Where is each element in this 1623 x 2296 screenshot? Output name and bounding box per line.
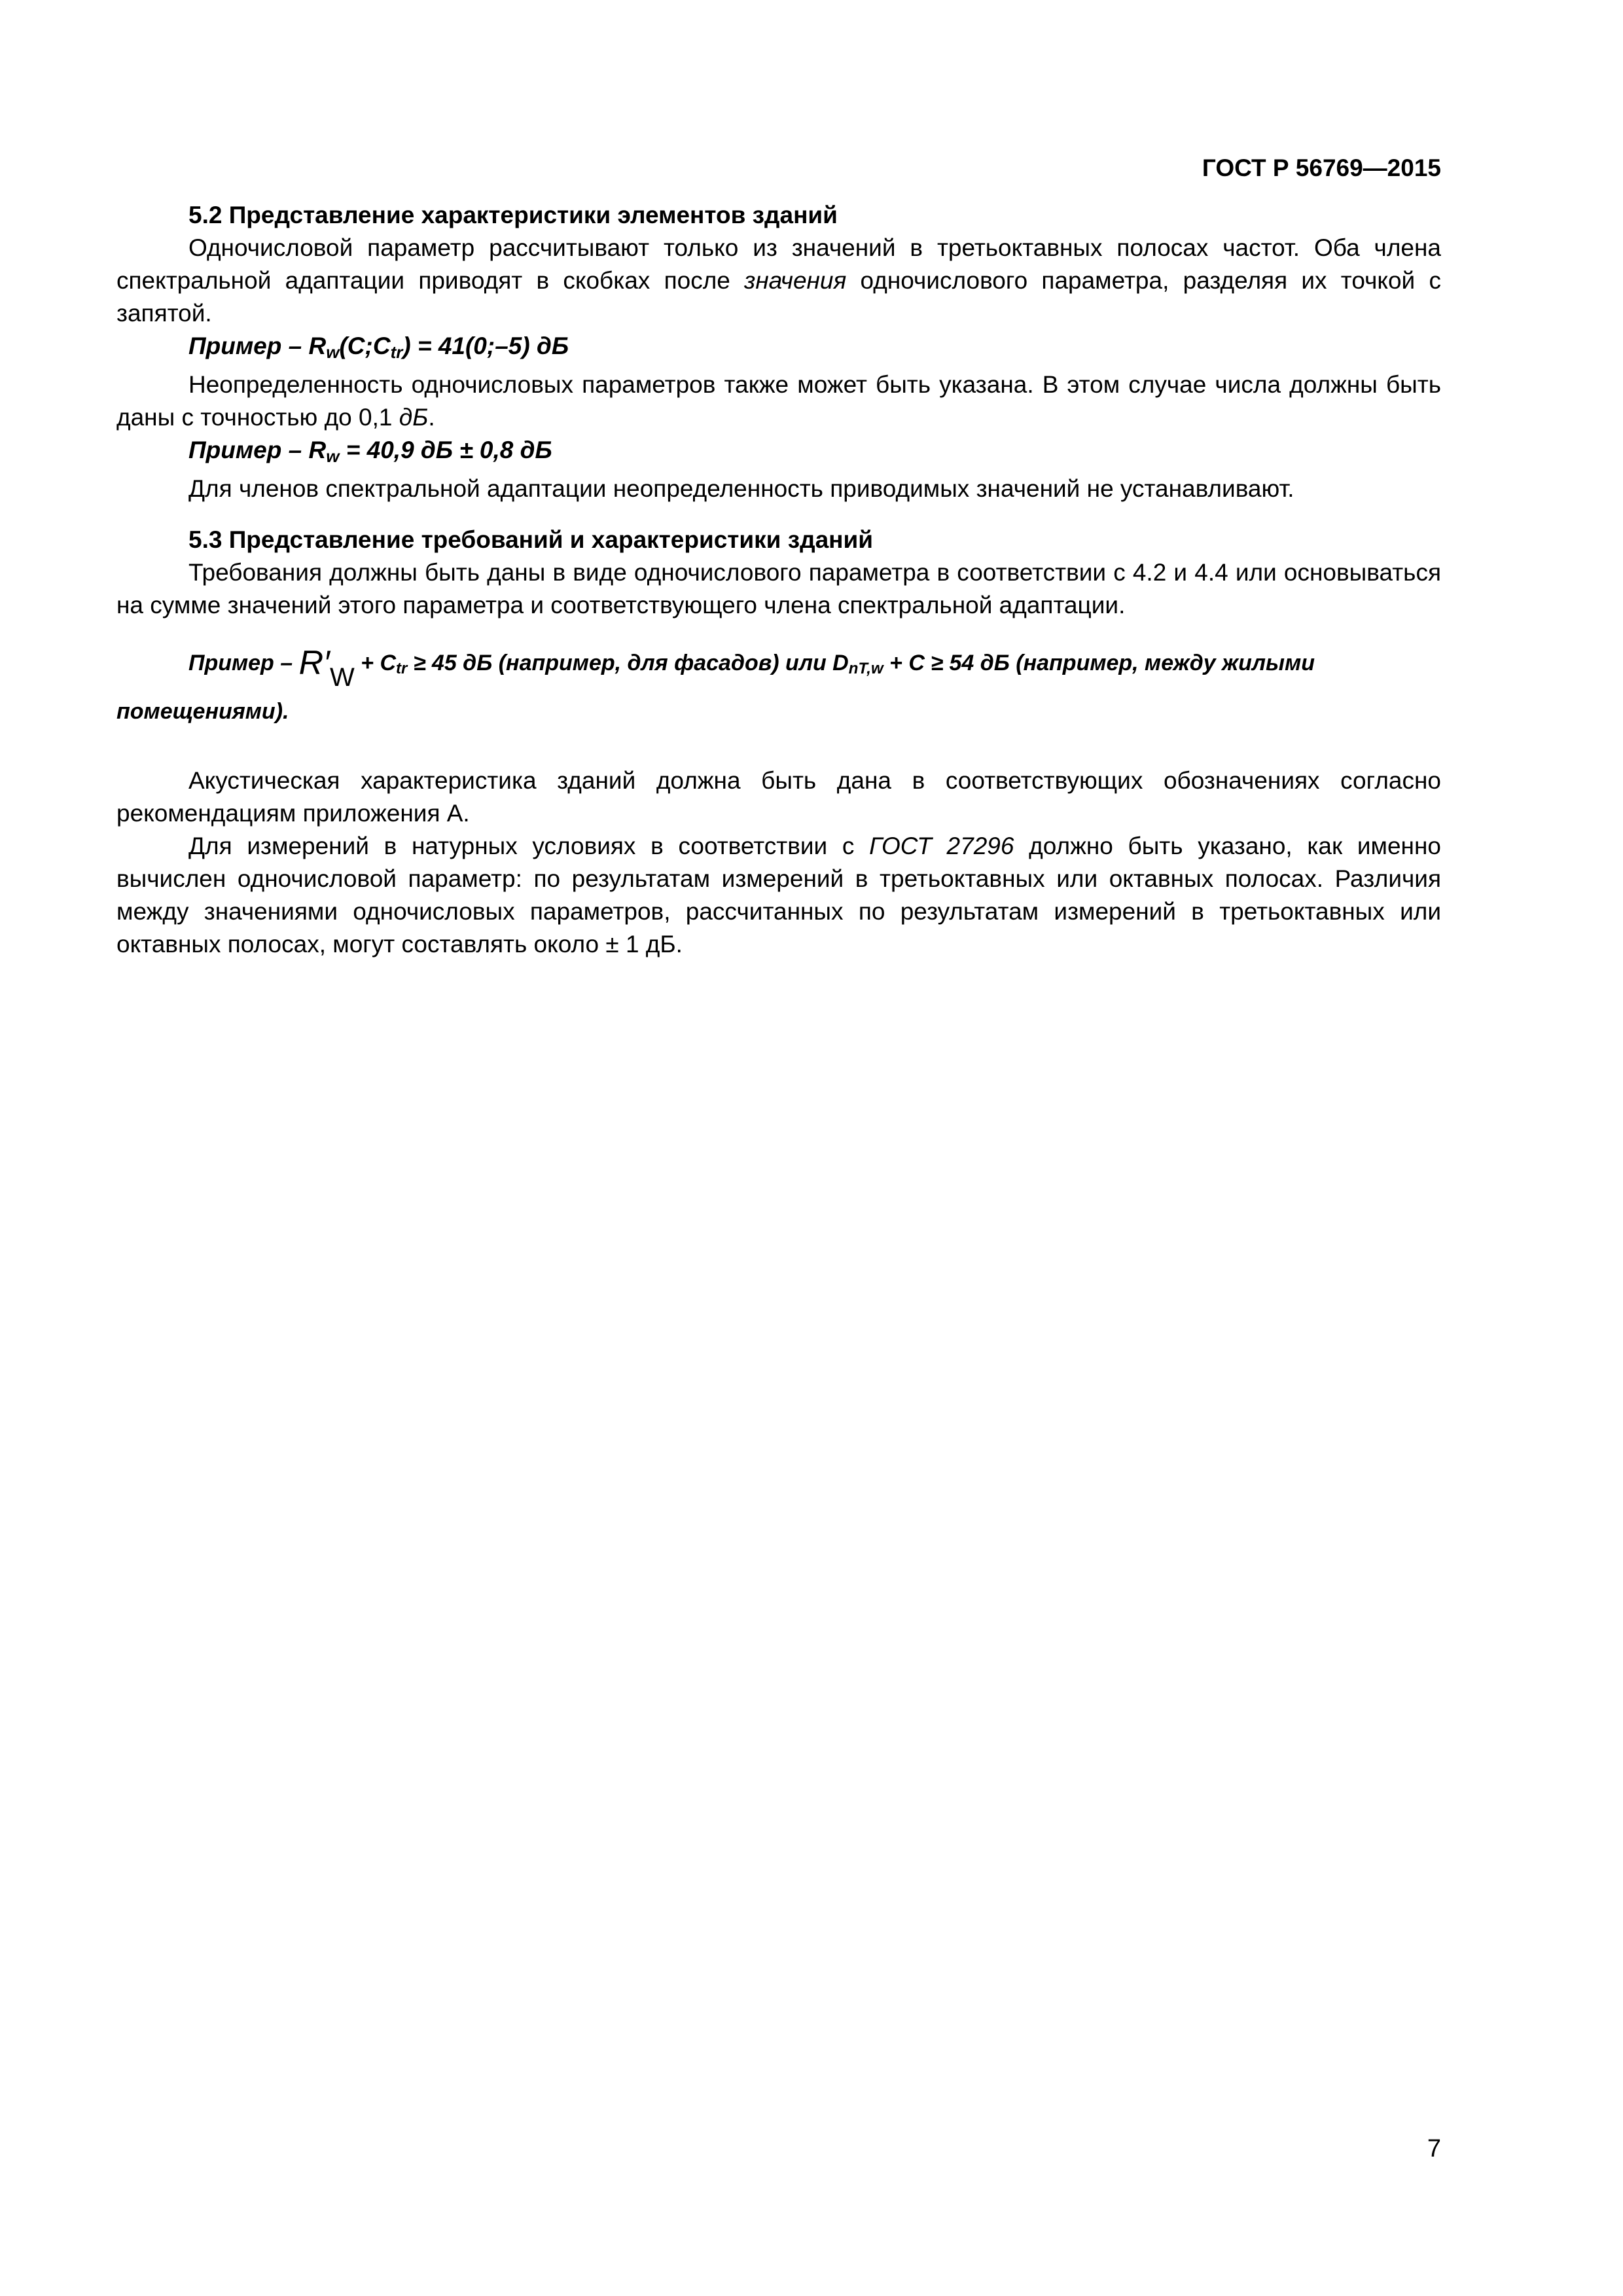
text-run: Пример – [188,651,299,675]
emphasis-text: дБ [399,404,429,431]
document-body [116,199,1441,961]
example-3-continuation: помещениями). [116,699,289,724]
subscript: W [329,663,355,692]
page-number: 7 [1427,2135,1441,2162]
section-5-2-paragraph-3: Для членов спектральной адаптации неопределенность приводимых значений не устанавливают. [188,475,1294,502]
spacer [116,622,1441,640]
emphasis-text: ГОСТ 27296 [869,833,1014,859]
example-3 [116,640,1441,692]
spacer [116,505,1441,524]
subscript: tr [390,342,403,362]
emphasis-text: значения [744,267,847,294]
text-run: Неопределенность одночисловых параметров также может быть указана. В этом случае числа должны быть даны с точностью до 0,1 [116,371,1441,431]
text-run: ≥ 45 дБ (например, для фасадов) или D [407,651,849,675]
subscript: w [326,446,340,466]
subscript: nT,w [848,660,883,677]
subscript: tr [396,660,408,677]
text-run: ) = 41(0;–5) дБ [402,332,569,359]
document-code: ГОСТ Р 56769—2015 [1202,154,1441,181]
text-run: R′ [298,644,330,682]
text-run: = 40,9 дБ ± 0,8 дБ [339,437,552,463]
section-5-2-heading: 5.2 Представление характеристики элементов зданий [188,202,838,228]
section-5-2-paragraph-2 [116,368,1441,434]
r-prime-symbol [298,644,355,692]
section-5-3-paragraph-3 [116,830,1441,961]
section-5-3-paragraph-1: Требования должны быть даны в виде одночислового параметра в соответствии с 4.2 и 4.4 или основываться на сумме значений этого параметра и соответствующего члена спектральной адаптации. [116,559,1441,619]
spacer [116,730,1441,764]
text-run: должно быть указано, как именно вычислен одночисловой параметр: по результатам измерений в третьоктавных или октавных полосах. Различия между значениями одночисловых параметров, рассчитанных по результатам измерений в третьоктавных или октавных полосах, могут составлять около ± 1 дБ. [116,833,1441,958]
text-run: Пример – R [188,437,327,463]
example-1 [116,330,1441,368]
text-run: Пример – R [188,332,327,359]
example-2 [116,434,1441,473]
text-run: (C;C [339,332,391,359]
text-run: + C ≥ 54 дБ (например, между жилыми [883,651,1315,675]
section-5-3-paragraph-2: Акустическая характеристика зданий должна быть дана в соответствующих обозначениях согласно рекомендациям приложения А. [116,767,1441,827]
section-5-3-heading: 5.3 Представление требований и характеристики зданий [188,526,873,553]
text-run: + C [354,651,397,675]
text-run: . [428,404,435,431]
text-run: одночислового параметра, разделяя их точкой с запятой. [116,267,1441,327]
text-run: Одночисловой параметр рассчитывают только из значений в третьоктавных полосах частот. Оба члена спектральной адаптации приводят в скобках после [116,234,1441,294]
section-5-2-paragraph-1 [116,232,1441,330]
text-run: Для измерений в натурных условиях в соответствии с [188,833,870,859]
subscript: w [326,342,340,362]
